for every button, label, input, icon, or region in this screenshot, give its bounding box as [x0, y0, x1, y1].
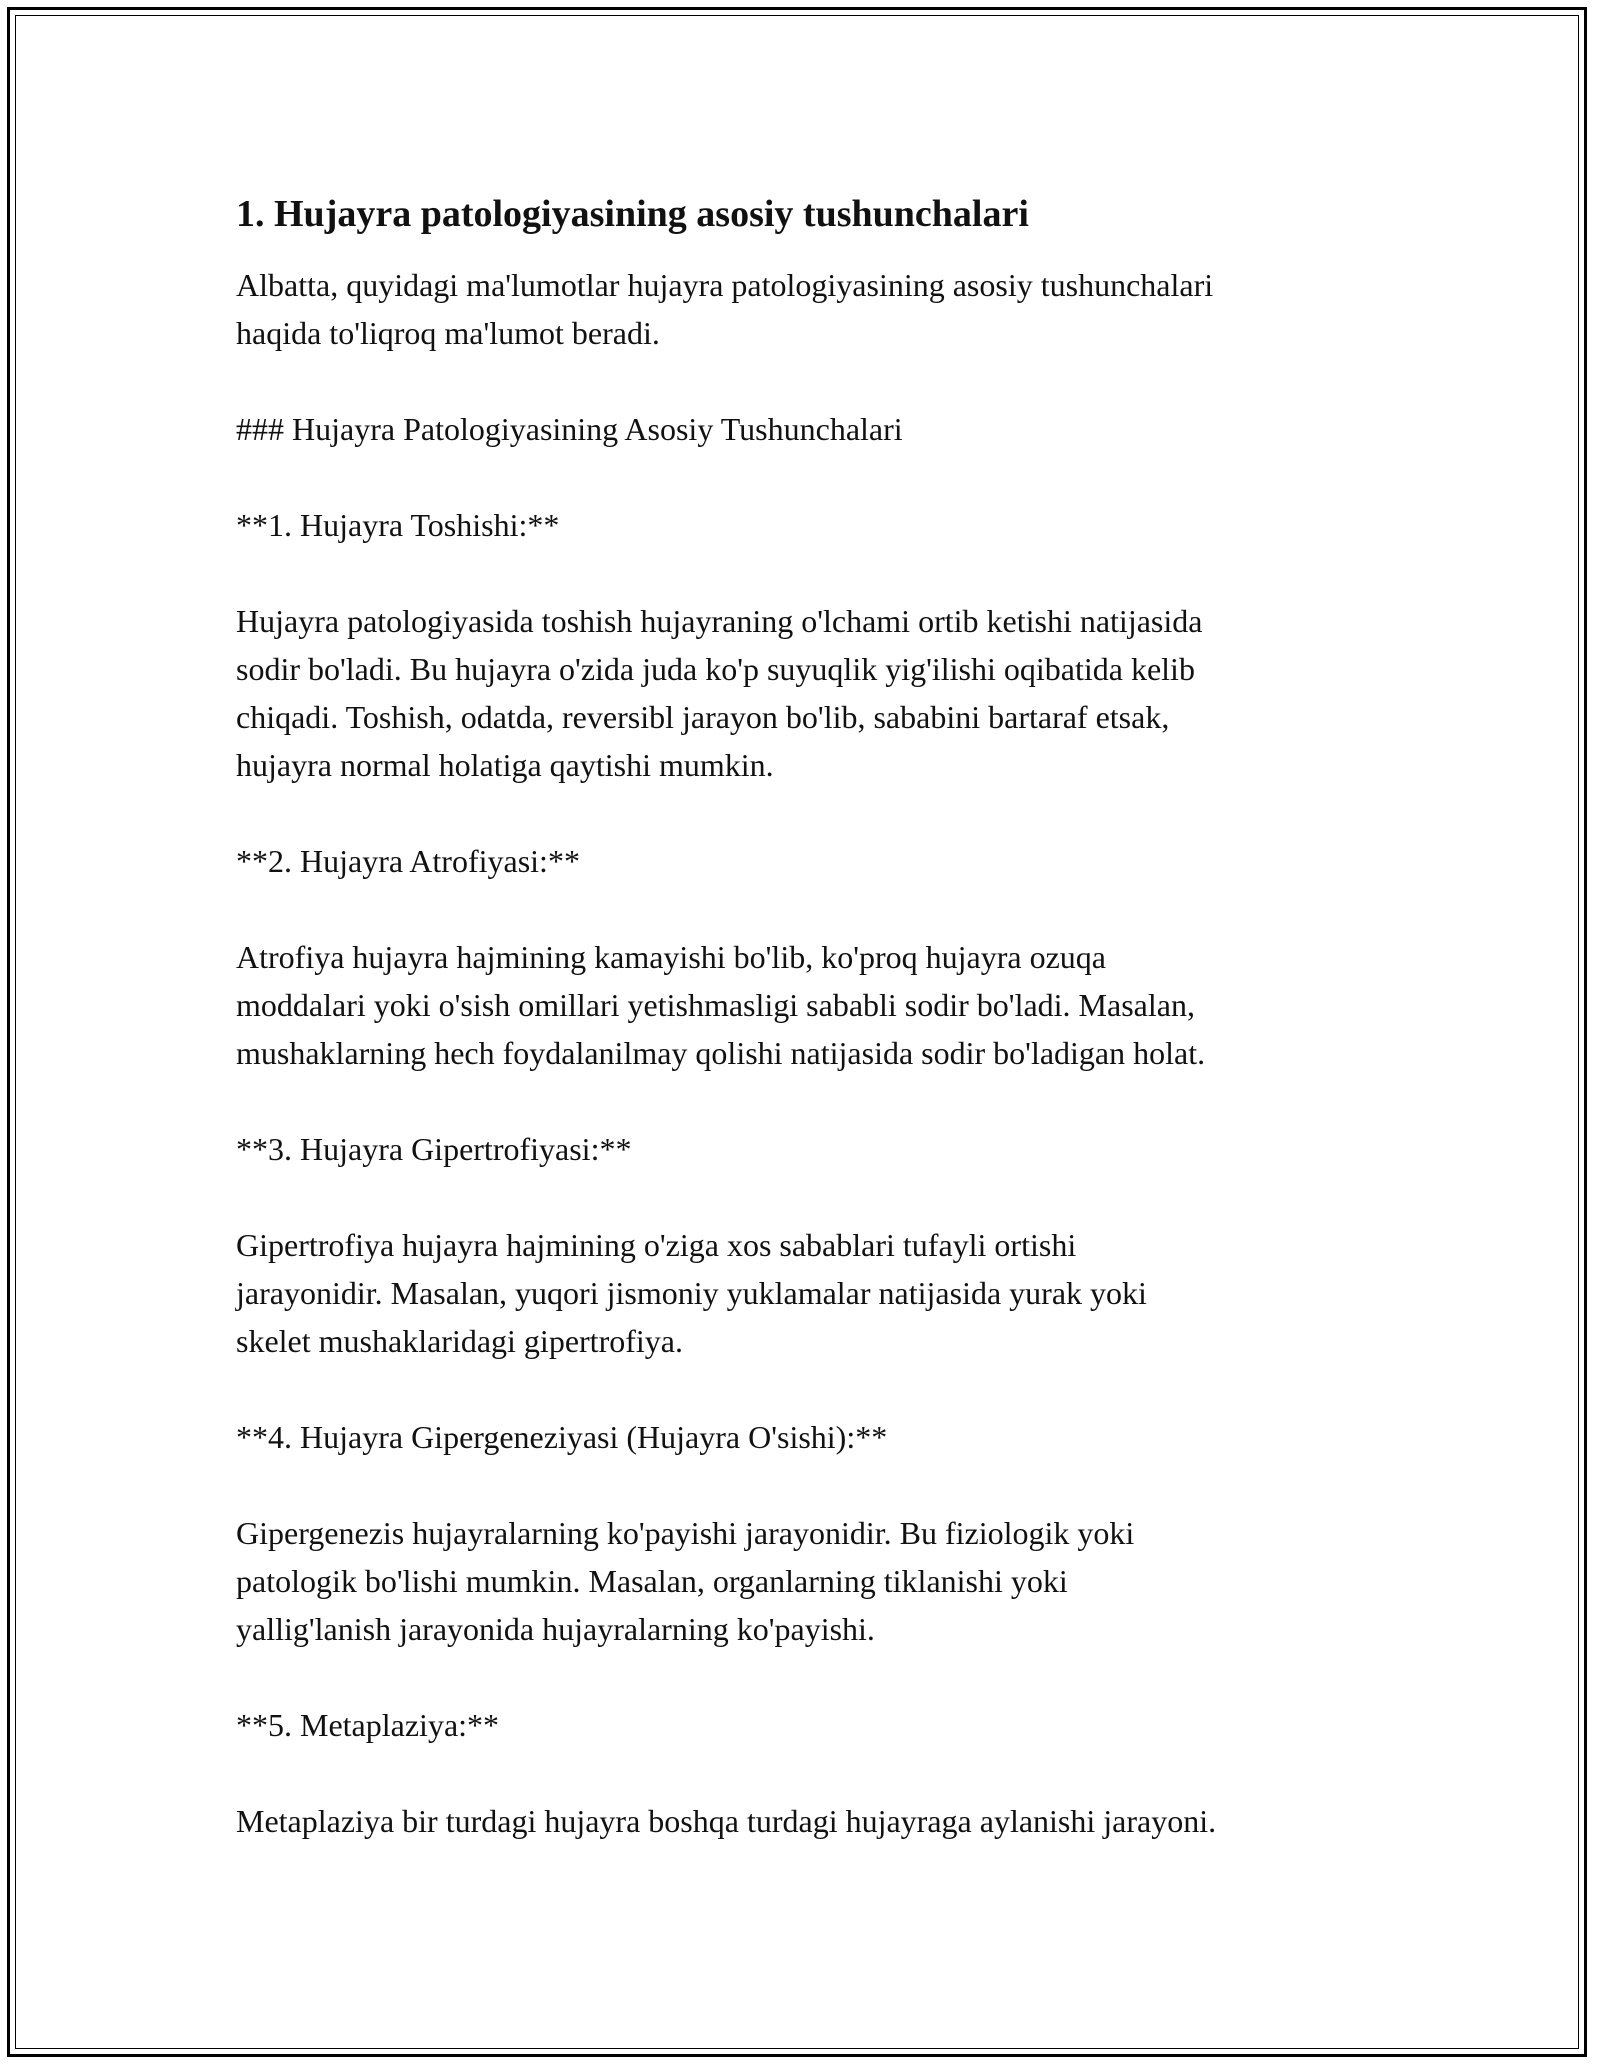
paragraph-line: yallig'lanish jarayonida hujayralarning ko'payishi.: [236, 1611, 875, 1647]
paragraph: [236, 1413, 1416, 1461]
paragraph-line: **2. Hujayra Atrofiyasi:**: [236, 843, 580, 879]
paragraph-line: **4. Hujayra Gipergeneziyasi (Hujayra O'sishi):**: [236, 1419, 888, 1455]
document-body: [236, 187, 1416, 1845]
paragraph: [236, 597, 1416, 789]
paragraph-line: Hujayra patologiyasida toshish hujayraning o'lchami ortib ketishi natijasida: [236, 603, 1203, 639]
paragraph: [236, 933, 1416, 1077]
paragraph-list: [236, 261, 1416, 1845]
paragraph-line: moddalari yoki o'sish omillari yetishmasligi sababli sodir bo'ladi. Masalan,: [236, 987, 1195, 1023]
paragraph-line: **3. Hujayra Gipertrofiyasi:**: [236, 1131, 632, 1167]
document-title: 1. Hujayra patologiyasining asosiy tushunchalari: [236, 193, 1029, 235]
paragraph-line: Metaplaziya bir turdagi hujayra boshqa turdagi hujayraga aylanishi jarayoni.: [236, 1803, 1217, 1839]
paragraph: [236, 1701, 1416, 1749]
paragraph-line: **1. Hujayra Toshishi:**: [236, 507, 560, 543]
paragraph: [236, 1509, 1416, 1653]
paragraph-line: Albatta, quyidagi ma'lumotlar hujayra patologiyasining asosiy tushunchalari: [236, 267, 1214, 303]
paragraph-line: mushaklarning hech foydalanilmay qolishi natijasida sodir bo'ladigan holat.: [236, 1035, 1206, 1071]
paragraph-line: hujayra normal holatiga qaytishi mumkin.: [236, 747, 774, 783]
paragraph: [236, 261, 1416, 357]
paragraph: [236, 501, 1416, 549]
paragraph: [236, 1797, 1416, 1845]
paragraph: [236, 1125, 1416, 1173]
paragraph-line: sodir bo'ladi. Bu hujayra o'zida juda ko'p suyuqlik yig'ilishi oqibatida kelib: [236, 651, 1195, 687]
paragraph: [236, 1221, 1416, 1365]
paragraph-line: skelet mushaklaridagi gipertrofiya.: [236, 1323, 683, 1359]
paragraph: [236, 837, 1416, 885]
paragraph-line: jarayonidir. Masalan, yuqori jismoniy yuklamalar natijasida yurak yoki: [236, 1275, 1147, 1311]
paragraph: [236, 405, 1416, 453]
paragraph-line: haqida to'liqroq ma'lumot beradi.: [236, 315, 660, 351]
paragraph-line: ### Hujayra Patologiyasining Asosiy Tushunchalari: [236, 411, 903, 447]
paragraph-line: **5. Metaplaziya:**: [236, 1707, 500, 1743]
paragraph-line: Gipertrofiya hujayra hajmining o'ziga xos sabablari tufayli ortishi: [236, 1227, 1077, 1263]
paragraph-line: Atrofiya hujayra hajmining kamayishi bo'lib, ko'proq hujayra ozuqa: [236, 939, 1106, 975]
paragraph-line: patologik bo'lishi mumkin. Masalan, organlarning tiklanishi yoki: [236, 1563, 1068, 1599]
paragraph-line: Gipergenezis hujayralarning ko'payishi jarayonidir. Bu fiziologik yoki: [236, 1515, 1135, 1551]
paragraph-line: chiqadi. Toshish, odatda, reversibl jarayon bo'lib, sababini bartaraf etsak,: [236, 699, 1170, 735]
